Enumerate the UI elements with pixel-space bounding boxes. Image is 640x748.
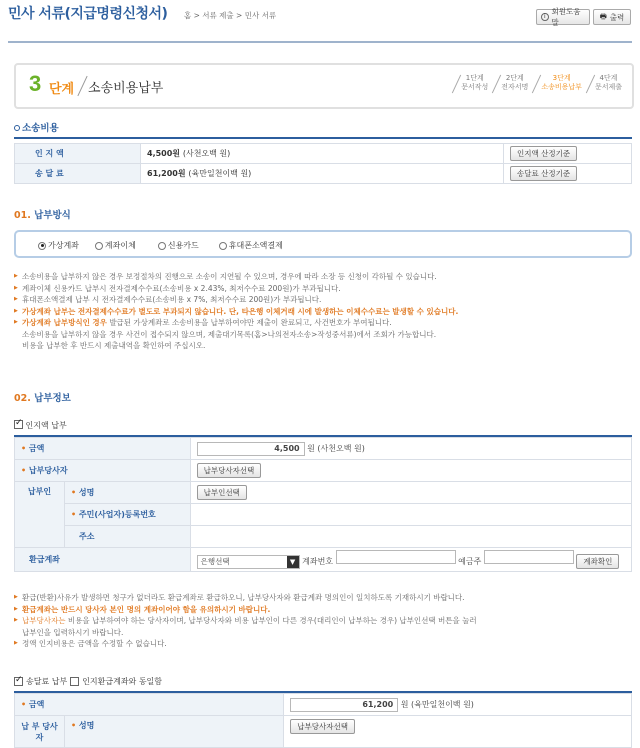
- progress-step-1: 1단계 문서작성: [456, 74, 488, 94]
- address-field[interactable]: [190, 526, 631, 548]
- payer-person-select-button[interactable]: 납부인선택: [197, 485, 247, 500]
- stamp-value: 4,500원 (사천오백 원): [141, 144, 504, 164]
- table-row: • 주민(사업자)등록번호: [15, 504, 632, 526]
- bank-select[interactable]: 은행선택 ▼: [197, 555, 300, 569]
- id-number-field[interactable]: [190, 504, 631, 526]
- stamp-label: 인 지 액: [15, 144, 141, 164]
- radio-icon: [38, 242, 46, 250]
- radio-icon: [95, 242, 103, 250]
- stamp-criteria-button[interactable]: 인지액 산정기준: [510, 146, 577, 161]
- progress-step-2: 2단계 전자서명: [496, 74, 528, 94]
- step-name: 소송비용납부: [88, 81, 164, 96]
- radio-bank-transfer[interactable]: 계좌이체: [95, 240, 136, 251]
- table-row: • 금액 4,500 원 (사천오백 원): [15, 438, 632, 460]
- fees-table: [14, 143, 632, 184]
- delivery-criteria-button[interactable]: 송달료 산정기준: [510, 166, 577, 181]
- table-row: 납부인 • 성명 납부인선택: [15, 482, 632, 504]
- help-button-label: 회원도움말: [551, 7, 581, 27]
- method-notes: ▶ 소송비용을 납부하지 않은 경우 보정절차의 진행으로 소송이 지연될 수 있으며, 경우에 따라 소장 등 신청이 각하될 수 있습니다. ▶ 계좌이체 신용카드 납부시 전자결제수수료(소송비용 x 2.43%, 최저수수료 200원)가 부과됩니다. ▶ 휴대폰소액결제 납부 시 전자결제수수료(소송비용 x 7%, 최저수수료 200원)가 부과됩니다. ▶ 가상계좌 납부는 전자결제수수료가 별도로 부과되지 않습니다. 단, 타은행 이체거래 시에 발생하는 이체수수료는 발생할 수 있습니다. ▶ 가상계좌 납부방식인 경우 발급된 가상계좌로 소송비용을 납부하여야만 제출이 완료되고, 사건번호가 부여됩니다. 소송비용을 납부하지 않을 경우 사건이 접수되지 않으며, 제출대기목록(홈>나의전자소송>작성중서류)에서 조회가 가능합니다. 비용을 납부한 후 반드시 제출내역을 확인하여 주십시오.: [14, 271, 630, 352]
- radio-icon: [219, 242, 227, 250]
- step-indicator: [14, 63, 634, 109]
- table-row: • 납부당사자 납부당사자선택: [15, 460, 632, 482]
- delivery-payer-label: 납 부 당사자: [15, 716, 65, 748]
- payer-select-button[interactable]: 납부당사자선택: [197, 463, 262, 478]
- print-button[interactable]: [593, 9, 631, 25]
- payinfo-title: 02. 납부정보: [14, 393, 71, 404]
- bullet-icon: [14, 125, 20, 131]
- method-title: 01. 납부방식: [14, 210, 71, 221]
- table-row: 주소: [15, 526, 632, 548]
- page-title: 민사 서류(지급명령신청서): [8, 6, 168, 22]
- stamp-pay-checkbox[interactable]: ✓ 인지액 납부: [14, 420, 67, 431]
- delivery-amount-input[interactable]: 61,200: [290, 698, 398, 712]
- table-row: • 금액 61,200 원 (육만일천이백 원): [15, 694, 632, 716]
- info-icon: i: [541, 13, 549, 21]
- account-holder-input[interactable]: [484, 550, 574, 564]
- print-button-label: 출력: [609, 12, 625, 22]
- payer-person-label: 납부인: [15, 482, 65, 548]
- payinfo-notes: ▶ 환급(반환)사유가 발생하면 청구가 없더라도 환급계좌로 환급하오니, 납부당사자와 환급계좌 명의인이 일치하도록 기재하시기 바랍니다. ▶ 환급계좌는 반드시 당사자 본인 명의 계좌이어야 함을 유의하시기 바랍니다. ▶ 납부당사자는 비용을 납부하여야 하는 당사자이며, 납부당사자와 비용 납부인이 다른 경우(대리인이 납부하는 경우) 납부인선택 버튼을 눌러 납부인을 입력하시기 바랍니다. ▶ 정액 인지비용은 금액을 수정할 수 없습니다.: [14, 592, 630, 650]
- table-row: 납 부 당사자 • 성명 납부당사자선택: [15, 716, 632, 748]
- fees-title: 소송비용: [14, 120, 59, 134]
- fees-divider: [14, 137, 632, 139]
- header-divider: [8, 41, 632, 43]
- delivery-payer-select-button[interactable]: 납부당사자선택: [290, 719, 355, 734]
- chevron-down-icon: ▼: [287, 556, 299, 568]
- step-progress: [456, 74, 622, 94]
- step-slash: [77, 76, 87, 96]
- delivery-checkbox-row: ✓ 송달료 납부 인지환급계좌와 동일함: [14, 676, 162, 687]
- help-button[interactable]: [536, 9, 590, 25]
- delivery-table: [14, 693, 632, 748]
- progress-step-3: 3단계 소송비용납부: [536, 74, 582, 94]
- same-account-checkbox[interactable]: [70, 677, 79, 686]
- breadcrumb: 홈 > 서류 제출 > 민사 서류: [184, 11, 277, 20]
- radio-virtual-account[interactable]: 가상계좌: [38, 240, 79, 251]
- checkbox-icon: [14, 420, 23, 429]
- step-unit: 단계: [49, 82, 75, 97]
- radio-icon: [158, 242, 166, 250]
- radio-credit-card[interactable]: 신용카드: [158, 240, 199, 251]
- account-check-button[interactable]: 계좌확인: [576, 554, 619, 569]
- delivery-value: 61,200원 (육만일천이백 원): [141, 164, 504, 184]
- progress-step-4: 4단계 문서제출: [590, 74, 622, 94]
- radio-mobile-payment[interactable]: 휴대폰소액결제: [219, 240, 283, 251]
- table-row: [15, 144, 632, 164]
- payinfo-table: [14, 437, 632, 572]
- stamp-amount-input[interactable]: 4,500: [197, 442, 305, 456]
- delivery-pay-checkbox[interactable]: [14, 677, 23, 686]
- refund-label: 환급계좌: [15, 548, 191, 572]
- step-number: 3: [29, 71, 42, 96]
- payment-method-group: [14, 230, 632, 258]
- table-row: 환급계좌 은행선택 ▼ 계좌번호 예금주 계좌확인: [15, 548, 632, 572]
- printer-icon: 🖶: [599, 11, 607, 21]
- delivery-label: 송 달 료: [15, 164, 141, 184]
- account-number-input[interactable]: [336, 550, 456, 564]
- table-row: [15, 164, 632, 184]
